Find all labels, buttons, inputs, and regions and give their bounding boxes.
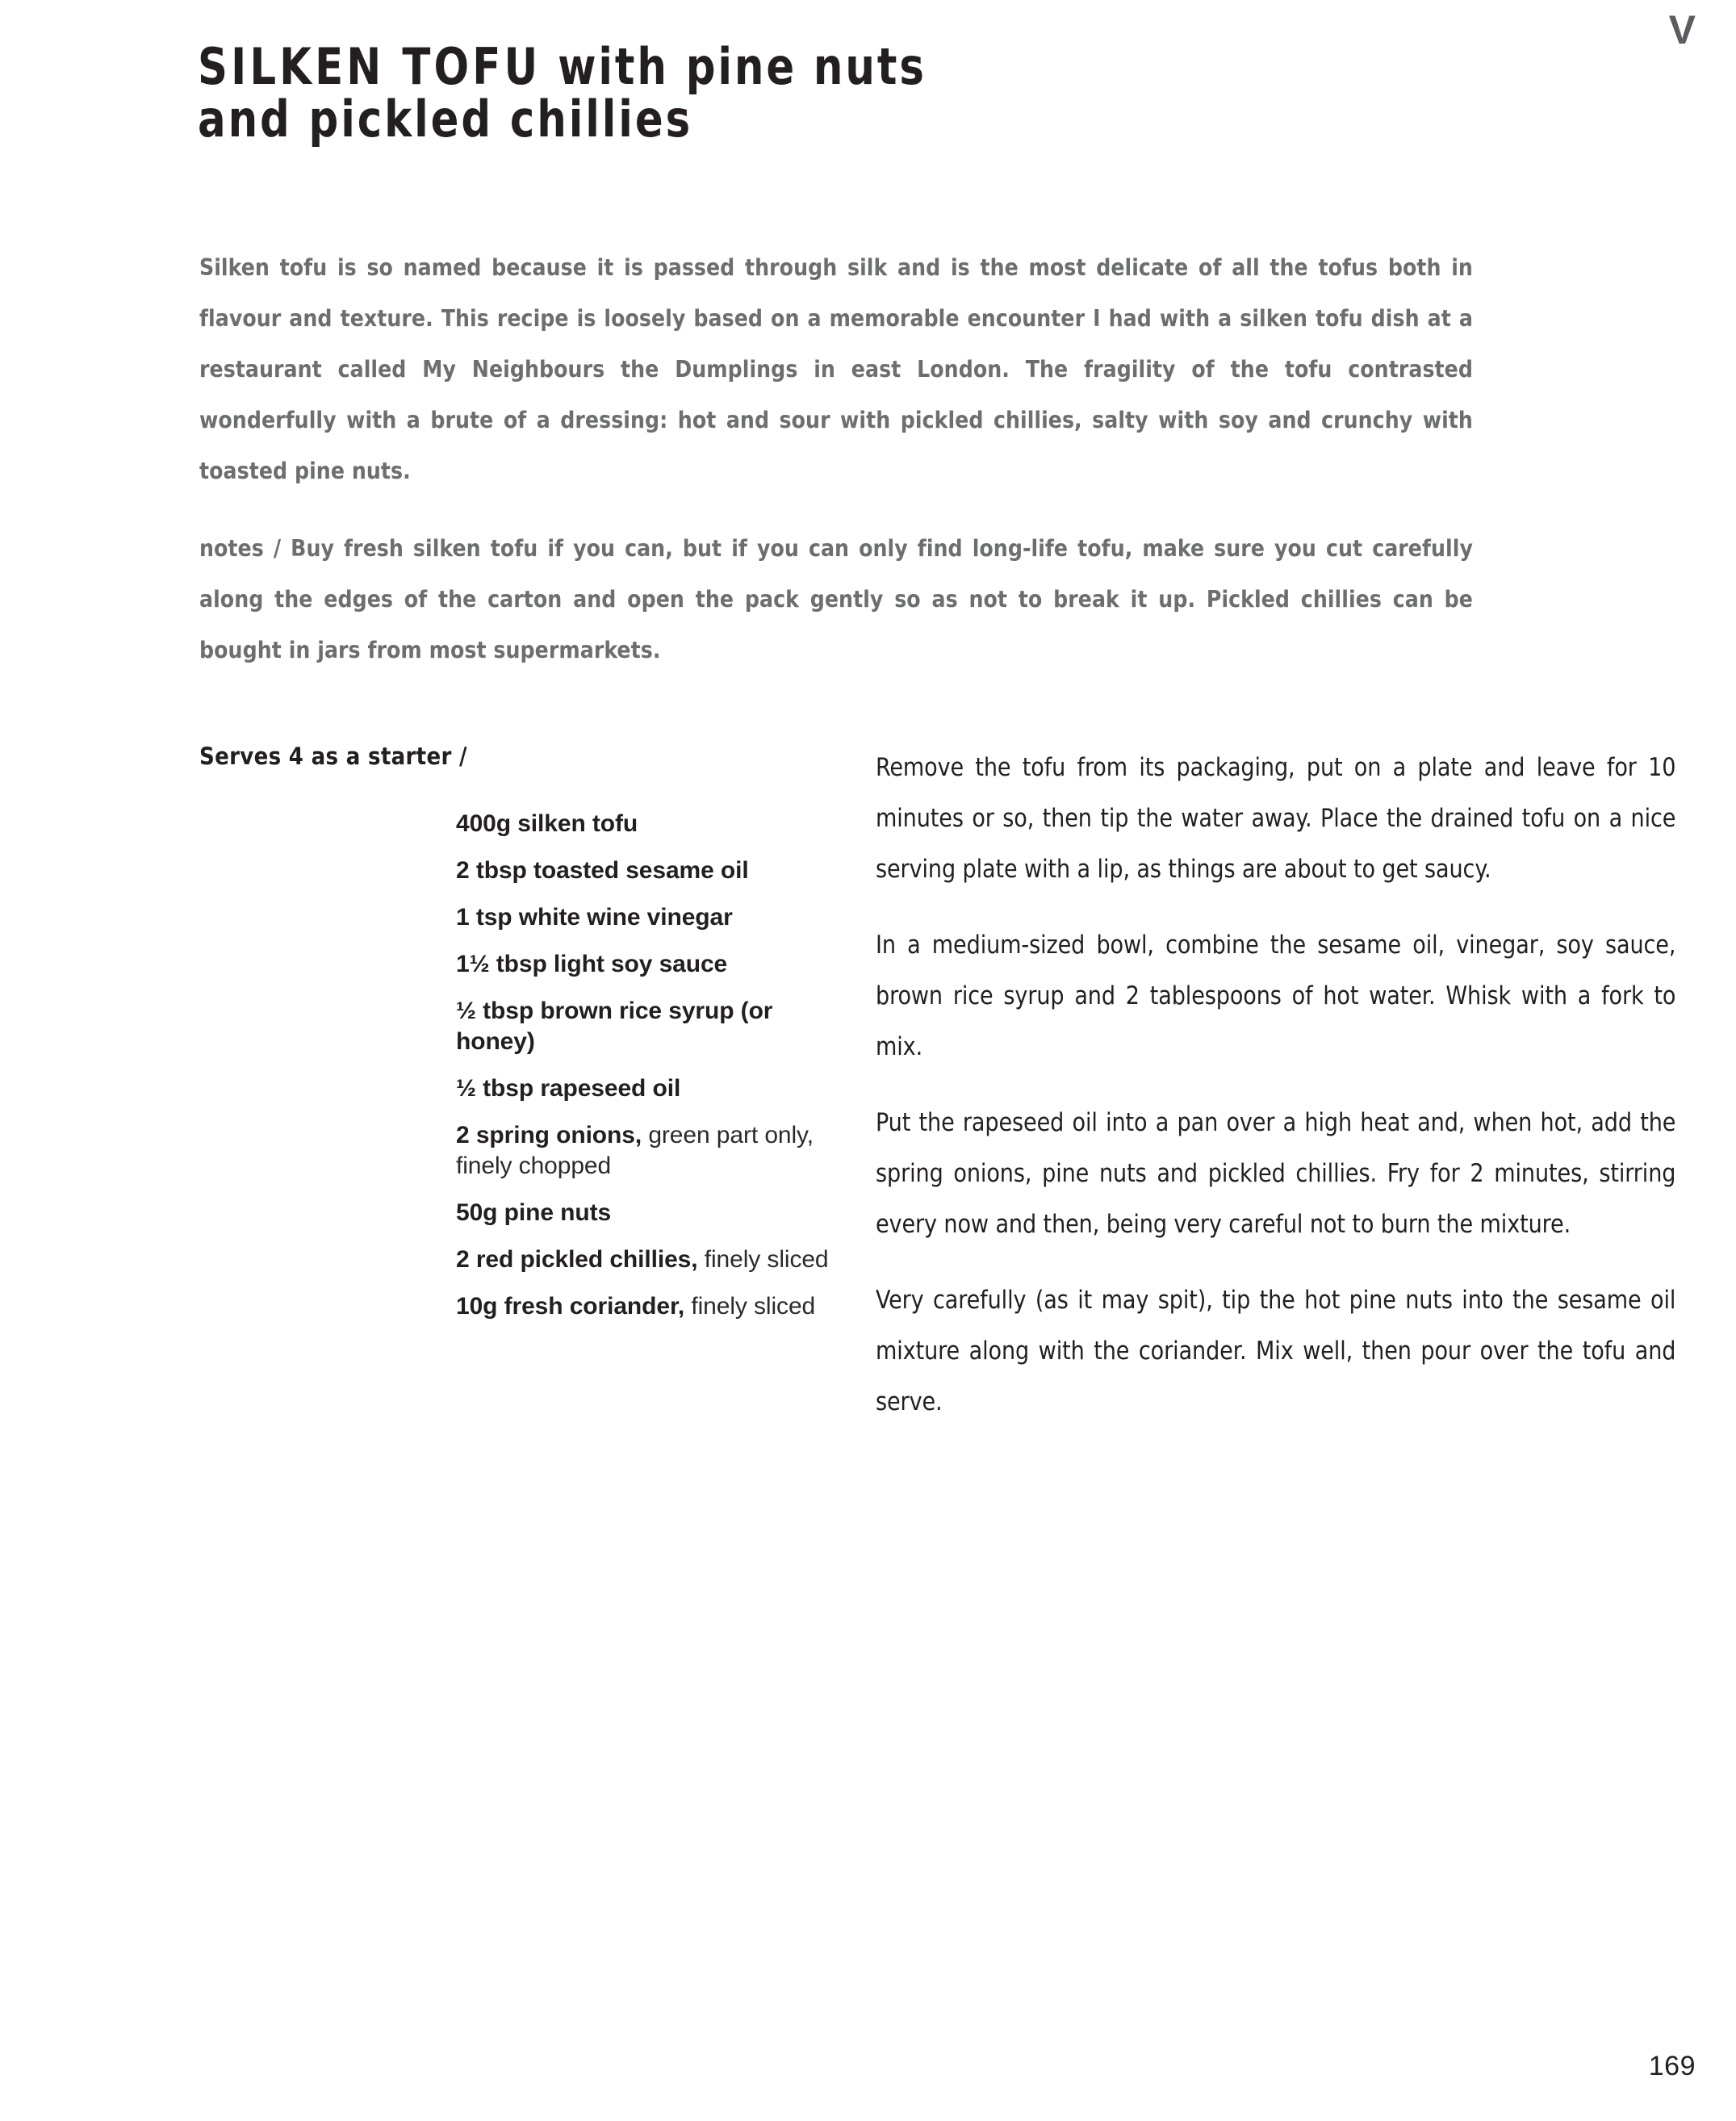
ingredient-main: 400g silken tofu: [456, 810, 638, 837]
page-number: 169: [1648, 2051, 1696, 2081]
ingredient-item: [456, 949, 837, 980]
ingredients-column: [199, 743, 837, 1320]
ingredient-item: [456, 1073, 837, 1104]
page-title-line-1: [198, 36, 1311, 96]
ingredient-main: ½ tbsp brown rice syrup (or honey): [456, 998, 773, 1055]
ingredient-main: 2 spring onions,: [456, 1122, 642, 1148]
ingredient-detail: finely sliced: [684, 1293, 816, 1320]
ingredient-main: 1½ tbsp light soy sauce: [456, 951, 728, 977]
ingredient-main: 50g pine nuts: [456, 1199, 612, 1226]
ingredient-main: 2 tbsp toasted sesame oil: [456, 857, 749, 884]
method-column: [876, 743, 1700, 1428]
ingredient-item: [456, 996, 837, 1057]
intro-paragraph: Silken tofu is so named because it is passed through silk and is the most delicate of all the tofus both in flavour and texture. This recipe is loosely based on a memorable encounter I had with a silken tofu dish at a restaurant called My Neighbours the Dumplings in east London. The fragility of the tofu contrasted wonderfully with a brute of a dressing: hot and sour with pickled chillies, salty with soy and crunchy with toasted pine nuts.: [199, 254, 1473, 484]
intro-block: [199, 242, 1492, 676]
ingredient-item: [456, 856, 837, 886]
page-title-line-2: and pickled chillies: [198, 90, 693, 149]
page-title: [198, 36, 1311, 149]
ingredient-main: 10g fresh coriander,: [456, 1293, 685, 1320]
vegetarian-marker: V: [1668, 7, 1696, 52]
page-title-rest: with pine nuts: [541, 36, 927, 96]
serves-heading: Serves 4 as a starter /: [199, 743, 467, 770]
method-paragraph: In a medium-sized bowl, combine the sesame oil, vinegar, soy sauce, brown rice syrup and 2 tablespoons of hot water. Whisk with a fork to mix.: [876, 931, 1676, 1061]
method-paragraph: Very carefully (as it may spit), tip the hot pine nuts into the sesame oil mixture along with the coriander. Mix well, then pour over the tofu and serve.: [876, 1286, 1676, 1416]
ingredient-main: 2 red pickled chillies,: [456, 1246, 698, 1273]
ingredient-detail: green part only, finely chopped: [456, 1122, 814, 1179]
ingredient-item: [456, 902, 837, 933]
ingredient-item: [456, 1198, 837, 1228]
method-paragraph: Put the rapeseed oil into a pan over a high heat and, when hot, add the spring onions, pine nuts and pickled chillies. Fry for 2 minutes, stirring every now and then, being very careful not to burn the mixture.: [876, 1108, 1676, 1239]
ingredient-item: [456, 1120, 837, 1182]
method-paragraph: Remove the tofu from its packaging, put on a plate and leave for 10 minutes or so, then tip the water away. Place the drained tofu on a nice serving plate with a lip, as things are about to get saucy.: [876, 753, 1676, 884]
ingredient-item: [456, 809, 837, 839]
ingredient-item: [456, 1291, 837, 1322]
page-title-caps: SILKEN TOFU: [198, 36, 542, 96]
ingredient-detail: finely sliced: [697, 1246, 829, 1273]
ingredients-list: [456, 809, 837, 1338]
ingredient-main: ½ tbsp rapeseed oil: [456, 1075, 681, 1102]
notes-paragraph: notes / Buy fresh silken tofu if you can, but if you can only find long-life tofu, make sure you cut carefully along the edges of the carton and open the pack gently so as not to break it up. Pickled chillies can be bought in jars from most supermarkets.: [199, 535, 1473, 663]
ingredient-item: [456, 1245, 837, 1275]
ingredient-main: 1 tsp white wine vinegar: [456, 904, 733, 931]
